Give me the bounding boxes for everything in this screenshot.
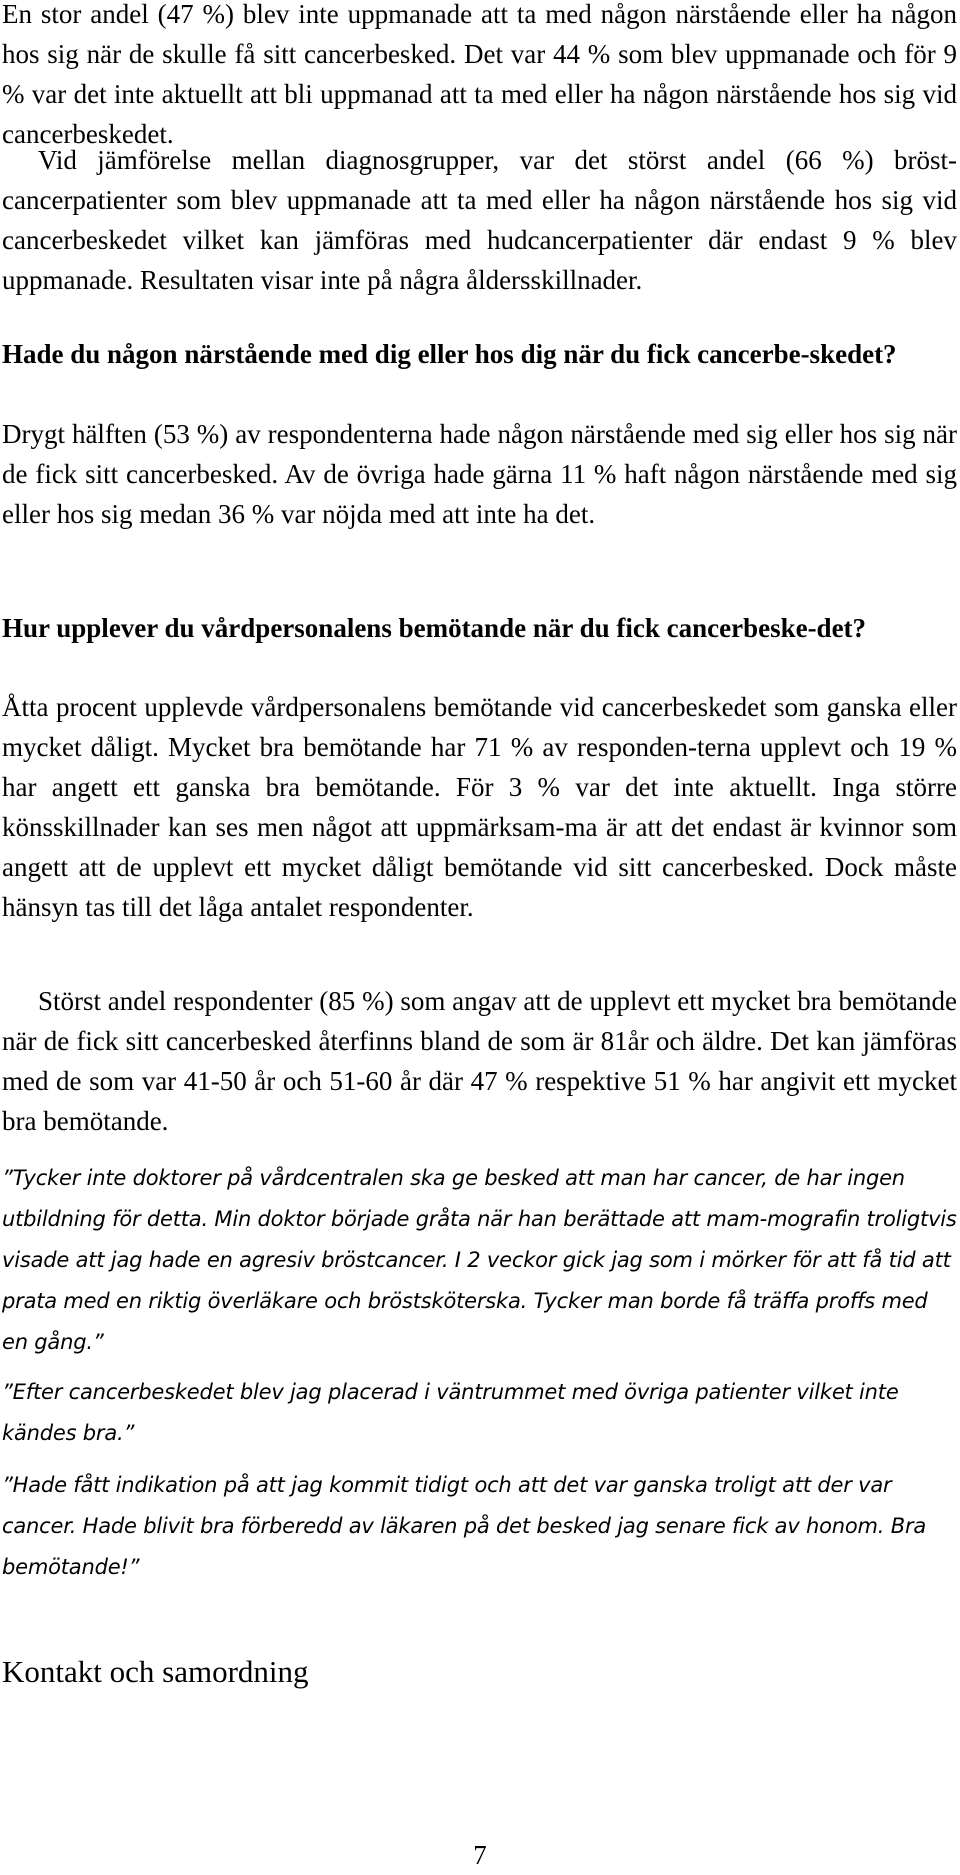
quote-waiting-room: ”Efter cancerbeskedet blev jag placerad i väntrummet med övriga patienter vilket inte kändes bra.” bbox=[2, 1380, 899, 1445]
quote-vardcentral: ”Tycker inte doktorer på vårdcentralen ska ge besked att man har cancer, de har ingen utbildning för detta. Min doktor började gråta när han berättade att mam-mografin troligtvis visade att jag hade en agresiv bröstcancer. I 2 veckor gick jag som i mörker för att få tid att prata med en riktig överläkare och bröstsköterska. Tycker man borde få träffa proffs med en gång.” bbox=[2, 1166, 957, 1354]
paragraph-age-comparison: Störst andel respondenter (85 %) som angav att de upplevt ett mycket bra bemötande när de fick sitt cancerbesked återfinns bland de som är 81år och äldre. Det kan jämföras med de som var 41-50 år och 51-60 år där 47 % respektive 51 % har angivit ett mycket bra bemötande. bbox=[2, 986, 957, 1136]
paragraph-diagnosis-comparison: Vid jämförelse mellan diagnosgrupper, var det störst andel (66 %) bröst-cancerpatienter som blev uppmanade att ta med eller ha någon närstående hos sig vid cancerbeskedet vilket kan jämföras med hudcancerpatienter där endast 9 % blev uppmanade. Resultaten visar inte på några åldersskillnader. bbox=[2, 145, 957, 295]
section-title: Kontakt och samordning bbox=[2, 1654, 309, 1689]
page-number: 7 bbox=[473, 1840, 487, 1870]
heading-close-relative-present: Hade du någon närstående med dig eller hos dig när du fick cancerbe-skedet? bbox=[2, 339, 897, 369]
paragraph-close-relative-present: Drygt hälften (53 %) av respondenterna hade någon närstående med sig eller hos sig när de fick sitt cancerbesked. Av de övriga hade gärna 11 % haft någon närstående med sig eller hos sig medan 36 % var nöjda med att inte ha det. bbox=[2, 419, 957, 529]
paragraph-staff-treatment: Åtta procent upplevde vårdpersonalens bemötande vid cancerbeskedet som ganska eller mycket dåligt. Mycket bra bemötande har 71 % av responden-terna upplevt och 19 % har angett ett ganska bra bemötande. För 3 % var det inte aktuellt. Inga större könsskillnader kan ses men något att uppmärksam-ma är att det endast är kvinnor som angett att de upplevt ett mycket dåligt bemötande vid sitt cancerbesked. Dock måste hänsyn tas till det låga antalet respondenter. bbox=[2, 692, 957, 922]
heading-staff-treatment: Hur upplever du vårdpersonalens bemötande när du fick cancerbeske-det? bbox=[2, 613, 867, 643]
quote-good-treatment: ”Hade fått indikation på att jag kommit tidigt och att det var ganska troligt att der var cancer. Hade blivit bra förberedd av läkaren på det besked jag senare fick av honom. Bra bemötande!” bbox=[2, 1473, 927, 1579]
paragraph-close-relative-invited: En stor andel (47 %) blev inte uppmanade att ta med någon närstående eller ha någon hos sig när de skulle få sitt cancerbesked. Det var 44 % som blev uppmanade och för 9 % var det inte aktuellt att bli uppmanad att ta med eller ha någon närstående hos sig vid cancerbeskedet. bbox=[2, 0, 957, 149]
